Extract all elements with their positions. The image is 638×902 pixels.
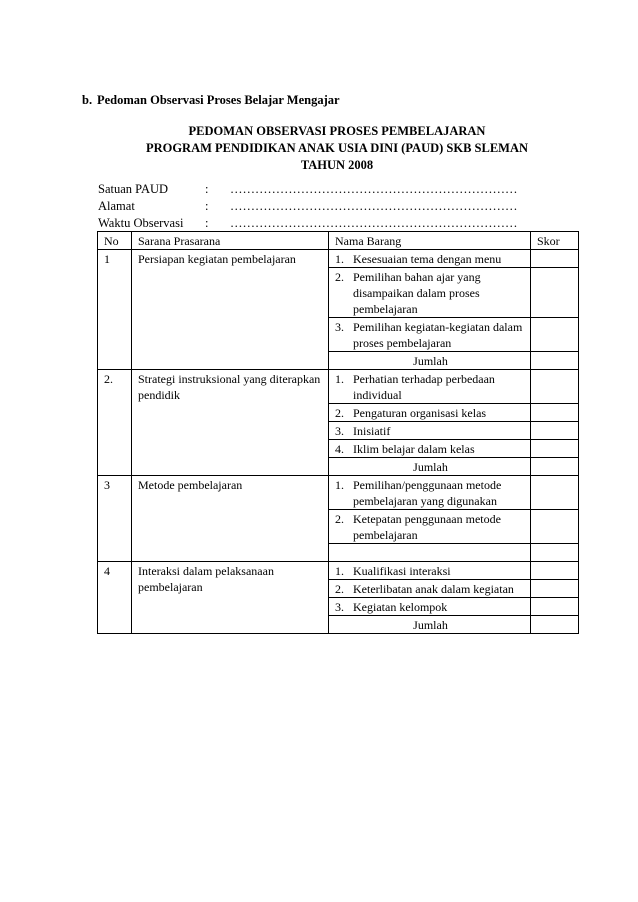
info-colon: : xyxy=(205,182,209,196)
item-text: Pemilihan/penggunaan metode pembelajaran yang digunakan xyxy=(353,478,502,508)
skor-cell[interactable] xyxy=(531,562,579,580)
item-text: Perhatian terhadap perbedaan individual xyxy=(353,372,495,402)
item-text: Pemilihan bahan ajar yang disampaikan dalam proses pembelajaran xyxy=(353,270,481,316)
item-text: Kegiatan kelompok xyxy=(353,600,448,614)
nama-barang-item xyxy=(335,423,526,439)
item-text: Ketepatan penggunaan metode pembelajaran xyxy=(353,512,501,542)
nama-barang-cell xyxy=(329,440,531,458)
info-label: Waktu Observasi xyxy=(98,216,184,230)
nama-barang-cell xyxy=(329,598,531,616)
item-number: 1. xyxy=(335,478,344,492)
nama-barang-item xyxy=(335,371,526,403)
nama-barang-cell xyxy=(329,404,531,422)
item-text: Pemilihan kegiatan-kegiatan dalam proses pembelajaran xyxy=(353,320,523,350)
skor-cell[interactable] xyxy=(531,598,579,616)
header-nama-barang: Nama Barang xyxy=(329,232,531,250)
nama-barang-item xyxy=(335,441,526,457)
info-label: Alamat xyxy=(98,199,135,213)
nama-barang-cell xyxy=(329,422,531,440)
info-row-satuan-paud xyxy=(98,181,518,198)
section-heading xyxy=(82,93,340,108)
nama-barang-cell xyxy=(329,580,531,598)
jumlah-skor-cell[interactable] xyxy=(531,352,579,370)
item-number: 2. xyxy=(335,270,344,284)
sarana-prasarana-cell: Interaksi dalam pelaksanaan pembelajaran xyxy=(132,562,329,634)
skor-cell[interactable] xyxy=(531,370,579,404)
item-text: Pengaturan organisasi kelas xyxy=(353,406,487,420)
table-row xyxy=(98,476,579,510)
skor-cell[interactable] xyxy=(531,404,579,422)
header-skor: Skor xyxy=(531,232,579,250)
section-heading-text: Pedoman Observasi Proses Belajar Mengajar xyxy=(97,93,340,107)
item-text: Inisiatif xyxy=(353,424,391,438)
nama-barang-item xyxy=(335,251,526,267)
jumlah-label: Jumlah xyxy=(329,352,531,370)
info-block xyxy=(98,181,518,232)
sarana-prasarana-cell: Metode pembelajaran xyxy=(132,476,329,562)
nama-barang-cell xyxy=(329,476,531,510)
nama-barang-item xyxy=(335,269,526,317)
jumlah-skor-cell[interactable] xyxy=(531,544,579,562)
skor-cell[interactable] xyxy=(531,510,579,544)
info-row-alamat xyxy=(98,198,518,215)
sarana-prasarana-cell: Strategi instruksional yang diterapkan pendidik xyxy=(132,370,329,476)
info-fill-line[interactable]: …………………………………………………………… xyxy=(230,216,518,230)
info-colon: : xyxy=(205,199,209,213)
title-line: PROGRAM PENDIDIKAN ANAK USIA DINI (PAUD) SKB SLEMAN xyxy=(145,141,529,155)
jumlah-label: Jumlah xyxy=(329,616,531,634)
table-body xyxy=(98,250,579,634)
nama-barang-cell xyxy=(329,268,531,318)
item-number: 1. xyxy=(335,252,344,266)
jumlah-skor-cell[interactable] xyxy=(531,458,579,476)
nama-barang-cell xyxy=(329,510,531,544)
skor-cell[interactable] xyxy=(531,440,579,458)
nama-barang-cell xyxy=(329,562,531,580)
title-line: TAHUN 2008 xyxy=(300,158,374,172)
item-number: 1. xyxy=(335,564,344,578)
table-header-row xyxy=(98,232,579,250)
info-fill-line[interactable]: …………………………………………………………… xyxy=(230,199,518,213)
table-row xyxy=(98,370,579,404)
skor-cell[interactable] xyxy=(531,250,579,268)
sarana-prasarana-cell: Persiapan kegiatan pembelajaran xyxy=(132,250,329,370)
nama-barang-cell xyxy=(329,318,531,352)
nama-barang-item xyxy=(335,511,526,543)
section-marker: b. xyxy=(82,93,93,107)
row-number: 4 xyxy=(98,562,132,634)
item-text: Kesesuaian tema dengan menu xyxy=(353,252,502,266)
item-text: Iklim belajar dalam kelas xyxy=(353,442,475,456)
item-number: 2. xyxy=(335,582,344,596)
item-number: 1. xyxy=(335,372,344,386)
header-no: No xyxy=(98,232,132,250)
skor-cell[interactable] xyxy=(531,422,579,440)
nama-barang-item xyxy=(335,581,526,597)
observation-table xyxy=(97,231,579,634)
table-row xyxy=(98,250,579,268)
info-label: Satuan PAUD xyxy=(98,182,169,196)
row-number: 2. xyxy=(98,370,132,476)
row-number: 1 xyxy=(98,250,132,370)
nama-barang-item xyxy=(335,319,526,351)
info-fill-line[interactable]: …………………………………………………………… xyxy=(230,182,518,196)
info-row-waktu-observasi xyxy=(98,215,518,232)
nama-barang-item xyxy=(335,405,526,421)
item-text: Kualifikasi interaksi xyxy=(353,564,451,578)
item-text: Keterlibatan anak dalam kegiatan xyxy=(353,582,514,596)
jumlah-skor-cell[interactable] xyxy=(531,616,579,634)
item-number: 4. xyxy=(335,442,344,456)
nama-barang-item xyxy=(335,599,526,615)
row-number: 3 xyxy=(98,476,132,562)
nama-barang-cell xyxy=(329,250,531,268)
skor-cell[interactable] xyxy=(531,476,579,510)
jumlah-label: Jumlah xyxy=(329,458,531,476)
item-number: 2. xyxy=(335,512,344,526)
title-line: PEDOMAN OBSERVASI PROSES PEMBELAJARAN xyxy=(188,124,486,138)
skor-cell[interactable] xyxy=(531,268,579,318)
item-number: 3. xyxy=(335,424,344,438)
nama-barang-cell xyxy=(329,370,531,404)
nama-barang-item xyxy=(335,477,526,509)
item-number: 2. xyxy=(335,406,344,420)
table-row xyxy=(98,562,579,580)
skor-cell[interactable] xyxy=(531,318,579,352)
document-title xyxy=(0,123,638,174)
header-sarana-prasarana: Sarana Prasarana xyxy=(132,232,329,250)
skor-cell[interactable] xyxy=(531,580,579,598)
jumlah-label xyxy=(329,544,531,562)
item-number: 3. xyxy=(335,600,344,614)
nama-barang-item xyxy=(335,563,526,579)
info-colon: : xyxy=(205,216,209,230)
item-number: 3. xyxy=(335,320,344,334)
